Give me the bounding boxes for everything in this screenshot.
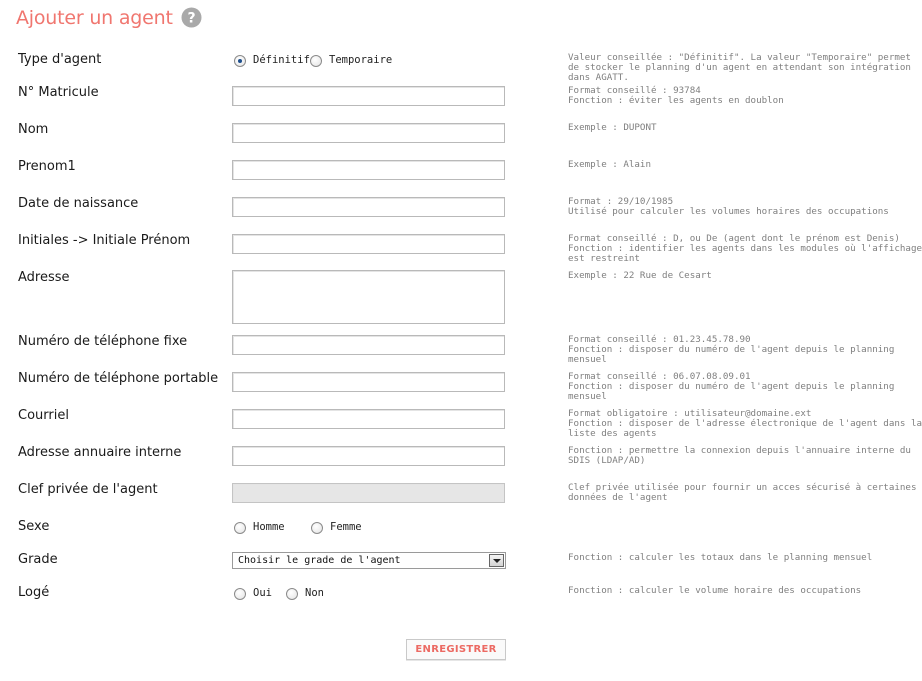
nom-input[interactable]: [232, 123, 505, 143]
courriel-input[interactable]: [232, 409, 505, 429]
grade-select[interactable]: [232, 552, 506, 569]
grade-select-value: Choisir le grade de l'agent: [238, 555, 401, 566]
page-title: Ajouter un agent: [16, 7, 173, 29]
adresse-textarea[interactable]: [232, 270, 505, 324]
hint-grade: Fonction : calculer les totaux dans le planning mensuel: [568, 552, 873, 563]
radio-oui[interactable]: [234, 588, 246, 600]
hint-courriel: Format obligatoire : utilisateur@domaine.ext Fonction : disposer de l'adresse électronique de l'agent dans la liste des agents: [568, 408, 922, 439]
label-initiales: Initiales -> Initiale Prénom: [18, 233, 191, 248]
radio-homme[interactable]: [234, 522, 246, 534]
label-sexe: Sexe: [18, 519, 50, 534]
hint-annuaire: Fonction : permettre la connexion depuis l'annuaire interne du SDIS (LDAP/AD): [568, 445, 911, 466]
radio-non[interactable]: [286, 588, 298, 600]
label-tel-fixe: Numéro de téléphone fixe: [18, 334, 188, 349]
help-icon[interactable]: [181, 7, 202, 28]
hint-clef-privee: Clef privée utilisée pour fournir un acces sécurisé à certaines données de l'agent: [568, 482, 917, 503]
label-adresse: Adresse: [18, 270, 70, 285]
annuaire-input[interactable]: [232, 446, 505, 466]
matricule-input[interactable]: [232, 86, 505, 106]
radio-oui-label[interactable]: Oui: [253, 587, 272, 599]
radio-definitif[interactable]: [234, 55, 246, 67]
label-annuaire: Adresse annuaire interne: [18, 445, 182, 460]
hint-tel-portable: Format conseillé : 06.07.08.09.01 Fonction : disposer du numéro de l'agent depuis le planning mensuel: [568, 371, 895, 402]
label-date-naissance: Date de naissance: [18, 196, 139, 211]
initiales-input[interactable]: [232, 234, 505, 254]
hint-type-agent: Valeur conseillée : "Définitif". La valeur "Temporaire" permet de stocker le planning d'un agent en attendant son intégration dans AGATT.: [568, 52, 911, 83]
label-loge: Logé: [18, 585, 50, 600]
label-matricule: N° Matricule: [18, 85, 99, 100]
chevron-down-icon[interactable]: [489, 554, 504, 567]
tel-fixe-input[interactable]: [232, 335, 505, 355]
label-grade: Grade: [18, 552, 58, 567]
hint-date-naissance: Format : 29/10/1985 Utilisé pour calculer les volumes horaires des occupations: [568, 196, 889, 217]
radio-homme-label[interactable]: Homme: [253, 521, 285, 533]
label-clef-privee: Clef privée de l'agent: [18, 482, 158, 497]
hint-adresse: Exemple : 22 Rue de Cesart: [568, 270, 712, 281]
radio-temporaire-label[interactable]: Temporaire: [329, 54, 393, 66]
prenom-input[interactable]: [232, 160, 505, 180]
label-type-agent: Type d'agent: [18, 52, 102, 67]
radio-non-label[interactable]: Non: [305, 587, 324, 599]
svg-text:?: ?: [187, 10, 196, 27]
label-tel-portable: Numéro de téléphone portable: [18, 371, 219, 386]
label-courriel: Courriel: [18, 408, 69, 423]
hint-prenom: Exemple : Alain: [568, 159, 651, 170]
label-prenom: Prenom1: [18, 159, 76, 174]
hint-loge: Fonction : calculer le volume horaire des occupations: [568, 585, 862, 596]
hint-nom: Exemple : DUPONT: [568, 122, 657, 133]
hint-matricule: Format conseillé : 93784 Fonction : éviter les agents en doublon: [568, 85, 784, 106]
radio-femme[interactable]: [311, 522, 323, 534]
date-naissance-input[interactable]: [232, 197, 505, 217]
hint-initiales: Format conseillé : D, ou De (agent dont le prénom est Denis) Fonction : identifier les agents dans les modules où l'affichage est restreint: [568, 233, 922, 264]
clef-privee-input: [232, 483, 505, 503]
hint-tel-fixe: Format conseillé : 01.23.45.78.90 Fonction : disposer du numéro de l'agent depuis le planning mensuel: [568, 334, 895, 365]
radio-temporaire[interactable]: [310, 55, 322, 67]
label-nom: Nom: [18, 122, 49, 137]
radio-definitif-label[interactable]: Définitif: [253, 54, 310, 66]
save-button[interactable]: ENREGISTRER: [406, 639, 506, 660]
tel-portable-input[interactable]: [232, 372, 505, 392]
radio-femme-label[interactable]: Femme: [330, 521, 362, 533]
